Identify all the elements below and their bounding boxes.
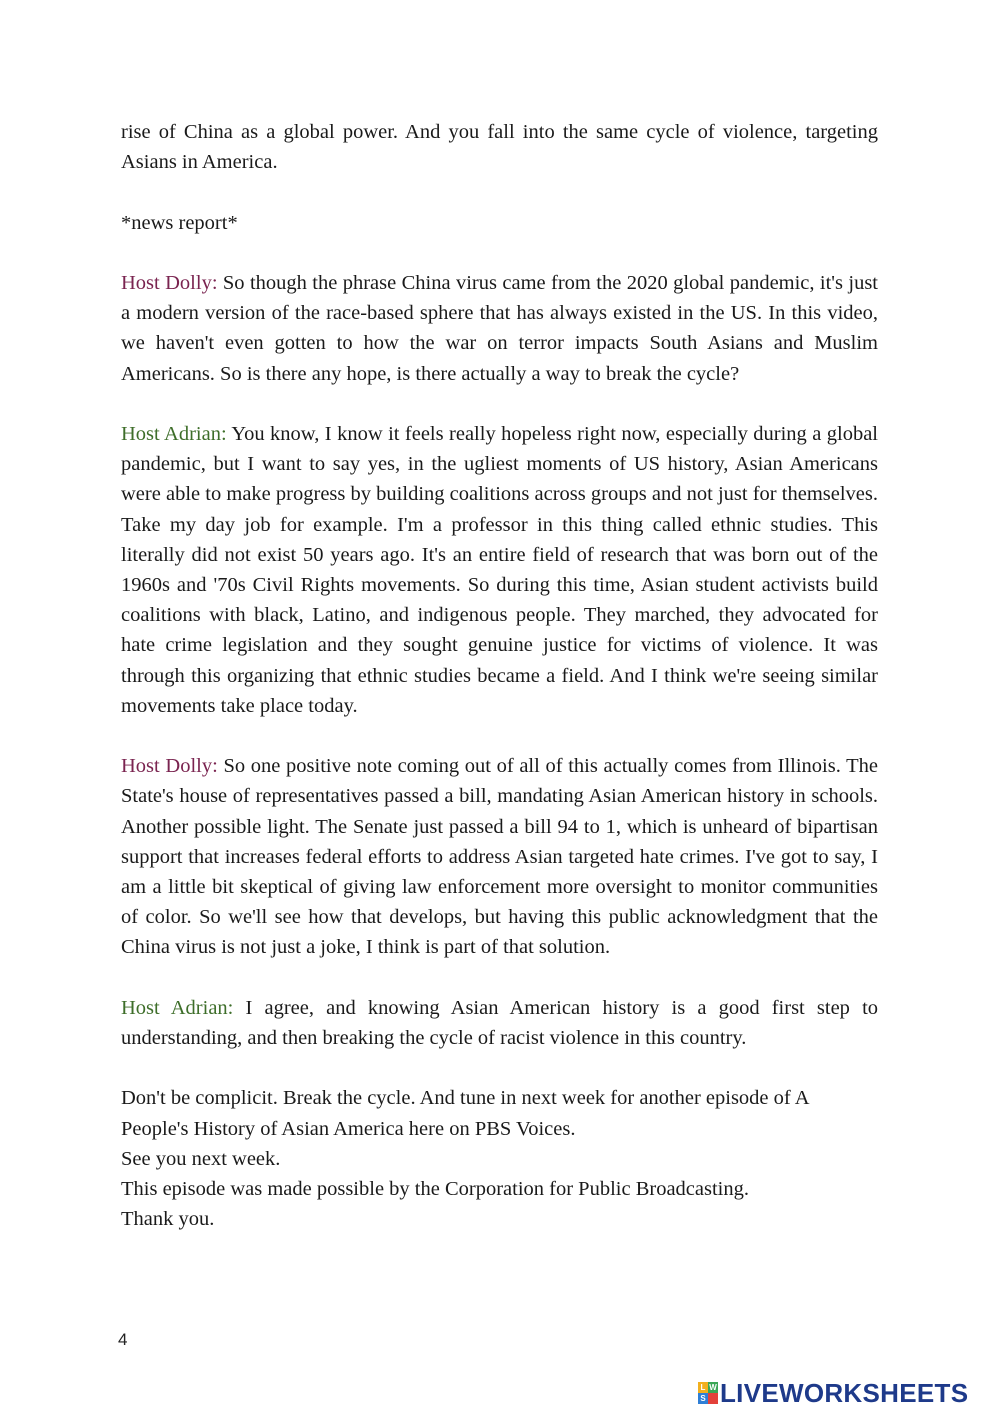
paragraph-adrian-2: [121, 993, 878, 1053]
speaker-label: Host Adrian:: [121, 422, 227, 445]
paragraph-text: You know, I know it feels really hopeless right now, especially during a global pandemic, but I want to say yes, in the ugliest moments of US history, Asian Americans were able to make progress by building coalitions across groups and not just for themselves. Take my day job for example. I'm a professor in this thing called ethnic studies. This literally did not exist 50 years ago. It's an entire field of research that was born out of the 1960s and '70s Civil Rights movements. So during this time, Asian student activists build coalitions with black, Latino, and indigenous people. They marched, they advocated for hate crime legislation and they sought genuine justice for victims of violence. It was through this organizing that ethnic studies became a field. And I think we're seeing similar movements take place today.: [121, 422, 878, 717]
paragraph-outro: [121, 1083, 878, 1234]
outro-line: See you next week.: [121, 1147, 281, 1170]
paragraph-text: So though the phrase China virus came from the 2020 global pandemic, it's just a modern version of the race-based sphere that has always existed in the US. In this video, we haven't even gotten to how the war on terror impacts South Asians and Muslim Americans. So is there any hope, is there actually a way to break the cycle?: [121, 271, 878, 385]
paragraph-text: rise of China as a global power. And you fall into the same cycle of violence, targeting Asians in America.: [121, 121, 878, 174]
paragraph-intro: [121, 117, 878, 177]
outro-line: Don't be complicit. Break the cycle. And tune in next week for another episode of A People's History of Asian America here on PBS Voices.: [121, 1087, 809, 1140]
paragraph-dolly-2: [121, 751, 878, 962]
logo-mark-cell: L: [698, 1382, 708, 1393]
paragraph-adrian-1: [121, 419, 878, 721]
page-number: 4: [118, 1330, 128, 1349]
speaker-label: Host Dolly:: [121, 271, 218, 294]
paragraph-text: *news report*: [121, 211, 238, 234]
paragraph-dolly-1: [121, 268, 878, 389]
speaker-label: Host Dolly:: [121, 755, 218, 778]
paragraph-text: I agree, and knowing Asian American history is a good first step to understanding, and then breaking the cycle of racist violence in this country.: [121, 996, 879, 1050]
paragraph-text: So one positive note coming out of all of this actually comes from Illinois. The State's house of representatives passed a bill, mandating Asian American history in schools. Another possible light. The Senate just passed a bill 94 to 1, which is unheard of bipartisan support that increases federal efforts to address Asian targeted hate crimes. I've got to say, I am a little bit skeptical of giving law enforcement more oversight to monitor communities of color. So we'll see how that develops, but having this public acknowledgment that the China virus is not just a joke, I think is part of that solution.: [121, 755, 878, 959]
logo-mark-cell: [708, 1393, 718, 1404]
speaker-label: Host Adrian:: [121, 996, 234, 1019]
logo-mark-cell: W: [709, 1383, 717, 1392]
liveworksheets-logo[interactable]: [698, 1378, 968, 1408]
logo-text: LIVEWORKSHEETS: [720, 1378, 969, 1408]
liveworksheets-logo-icon: [698, 1382, 718, 1404]
outro-line: Thank you.: [121, 1208, 215, 1231]
document-body: [121, 117, 878, 1265]
outro-line: This episode was made possible by the Corporation for Public Broadcasting.: [121, 1178, 749, 1201]
paragraph-news-report: [121, 208, 878, 238]
logo-mark-cell: S: [698, 1393, 708, 1404]
